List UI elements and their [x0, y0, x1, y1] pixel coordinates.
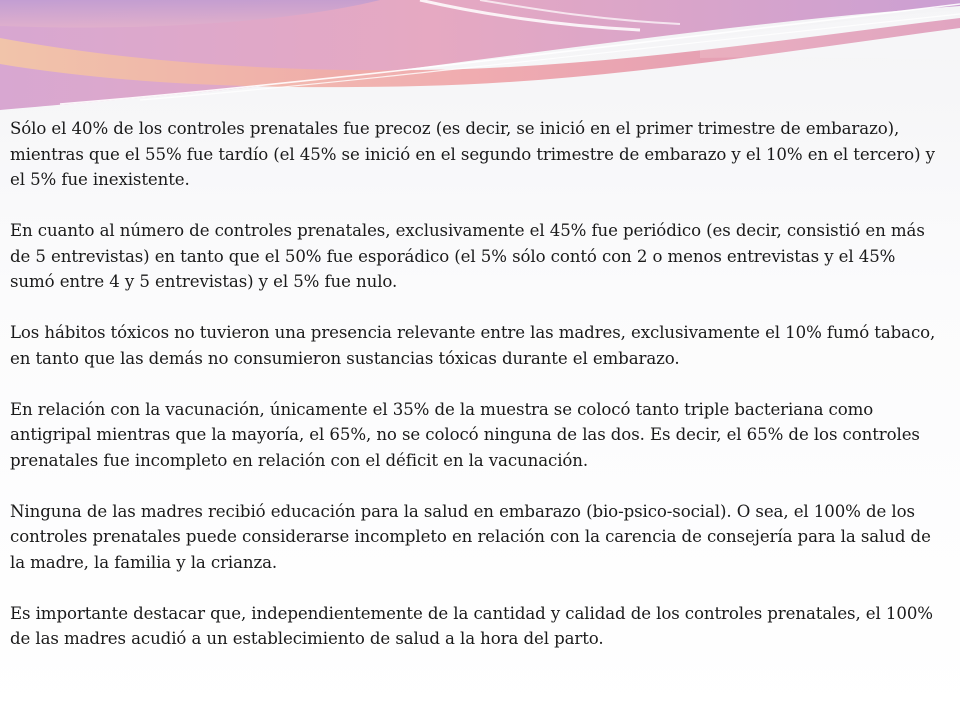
- paragraph-numero-controles: En cuanto al número de controles prenatales, exclusivamente el 45% fue periódico (es decir, consistió en más de 5 entrevistas) en tanto que el 50% fue esporádico (el 5% sólo contó con 2 o menos entrevistas y el 45% sumó entre 4 y 5 entrevistas) y el 5% fue nulo.: [10, 221, 925, 291]
- header-decoration: [0, 0, 960, 120]
- paragraph-establecimiento-parto: Es importante destacar que, independientemente de la cantidad y calidad de los controles prenatales, el 100% de las madres acudió a un establecimiento de salud a la hora del parto.: [10, 603, 933, 648]
- paragraph-habitos-toxicos: Los hábitos tóxicos no tuvieron una presencia relevante entre las madres, exclusivamente el 10% fumó tabaco, en tanto que las demás no consumieron sustancias tóxicas durante el embarazo.: [10, 323, 936, 368]
- paragraph-educacion-salud: Ninguna de las madres recibió educación para la salud en embarazo (bio-psico-social). O sea, el 100% de los controles prenatales puede considerarse incompleto en relación con la carencia de consejería para la salud de la madre, la familia y la crianza.: [10, 501, 931, 572]
- body-text: [10, 116, 940, 677]
- paragraph-controles-precoz: Sólo el 40% de los controles prenatales fue precoz (es decir, se inició en el primer trimestre de embarazo), mientras que el 55% fue tardío (el 45% se inició en el segundo trimestre de embarazo y el 10% en el tercero) y el 5% fue inexistente.: [10, 119, 935, 189]
- paragraph-vacunacion: En relación con la vacunación, únicamente el 35% de la muestra se colocó tanto triple bacteriana como antigripal mientras que la mayoría, el 65%, no se colocó ninguna de las dos. Es decir, el 65% de los controles prenatales fue incompleto en relación con el déficit en la vacunación.: [10, 399, 920, 470]
